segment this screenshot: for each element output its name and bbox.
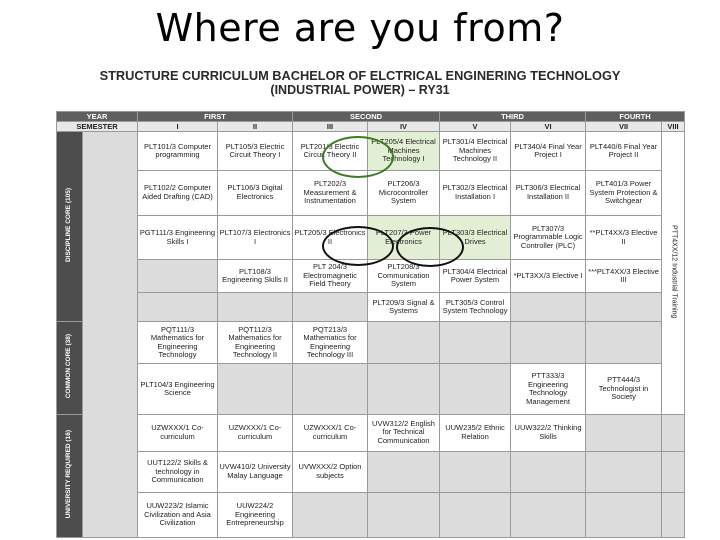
table-row — [57, 170, 685, 215]
course-cell: PQT112/3 Mathematics for Engineering Technology II — [218, 322, 293, 364]
course-cell: PLT205/4 Electrical Machines Technology I — [368, 132, 440, 171]
course-cell: PLT205/3 Electronics II — [293, 215, 368, 260]
category-discipline-core: DISCIPLINE CORE (105) — [57, 132, 83, 322]
course-cell: PLT305/3 Control System Technology — [440, 292, 511, 321]
course-cell: *PLT3XX/3 Elective I — [511, 260, 586, 293]
year-label: YEAR — [57, 112, 138, 122]
course-cell: PLT101/3 Computer programming — [138, 132, 218, 171]
document-title-line-1: STRUCTURE CURRICULUM BACHELOR OF ELCTRICAL ENGINERING TECHNOLOGY — [99, 68, 621, 83]
course-cell: UUW224/2 Engineering Entrepreneurship — [218, 493, 293, 538]
course-cell: ***PLT4XX/3 Elective III — [586, 260, 662, 293]
course-cell: PTT333/3 Engineering Technology Management — [511, 364, 586, 415]
course-cell: PLT209/3 Signal & Systems — [368, 292, 440, 321]
empty-cell — [440, 322, 511, 364]
table-row — [57, 322, 685, 364]
empty-cell — [662, 493, 685, 538]
course-cell: UUW223/2 Islamic Civilization and Asia Civilization — [138, 493, 218, 538]
course-cell: PTT444/3 Technologist in Society — [586, 364, 662, 415]
empty-cell — [662, 451, 685, 493]
year-third: THIRD — [440, 112, 586, 122]
empty-cell — [138, 292, 218, 321]
year-second: SECOND — [293, 112, 440, 122]
year-first: FIRST — [138, 112, 293, 122]
semester-3: III — [293, 122, 368, 132]
empty-cell — [368, 493, 440, 538]
course-cell: PGT111/3 Engineering Skills I — [138, 215, 218, 260]
course-cell: PLT302/3 Electrical Installation I — [440, 170, 511, 215]
table-row — [57, 215, 685, 260]
course-cell: PLT106/3 Digital Electronics — [218, 170, 293, 215]
empty-cell — [511, 292, 586, 321]
course-cell: PLT440/6 Final Year Project II — [586, 132, 662, 171]
course-cell: PLT104/3 Engineering Science — [138, 364, 218, 415]
course-cell: PLT303/3 Electrical Drives — [440, 215, 511, 260]
empty-cell — [586, 493, 662, 538]
course-cell: PLT107/3 Electronics I — [218, 215, 293, 260]
course-cell: PLT304/4 Electrical Power System — [440, 260, 511, 293]
table-row — [57, 451, 685, 493]
empty-cell — [440, 364, 511, 415]
table-row — [57, 260, 685, 293]
year-header-row — [57, 112, 685, 122]
semester-4: IV — [368, 122, 440, 132]
table-row — [57, 414, 685, 451]
year-fourth: FOURTH — [586, 112, 685, 122]
semester-1: I — [138, 122, 218, 132]
empty-cell — [293, 292, 368, 321]
table-row — [57, 364, 685, 415]
empty-cell — [511, 493, 586, 538]
semester-7: VII — [586, 122, 662, 132]
course-cell: UUT122/2 Skills & technology in Communication — [138, 451, 218, 493]
course-cell: UUW322/2 Thinking Skills — [511, 414, 586, 451]
course-cell: UZWXXX/1 Co-curriculum — [293, 414, 368, 451]
table-row — [57, 132, 685, 171]
empty-cell — [368, 322, 440, 364]
semester-header-row — [57, 122, 685, 132]
course-cell: UUW235/2 Ethnic Relation — [440, 414, 511, 451]
table-row — [57, 493, 685, 538]
course-cell: PLT102/2 Computer Aided Drafting (CAD) — [138, 170, 218, 215]
empty-cell — [138, 260, 218, 293]
course-cell: PLT202/3 Measurement & Instrumentation — [293, 170, 368, 215]
course-cell: UVW410/2 University Malay Language — [218, 451, 293, 493]
empty-cell — [440, 493, 511, 538]
category-university-required: UNIVERSITY REQUIRED (16) — [57, 414, 83, 537]
course-cell: UZWXXX/1 Co-curriculum — [138, 414, 218, 451]
empty-cell — [368, 364, 440, 415]
table-row — [57, 292, 685, 321]
course-cell: PQT213/3 Mathematics for Engineering Technology III — [293, 322, 368, 364]
empty-cell — [586, 414, 662, 451]
course-cell: UVW312/2 English for Technical Communication — [368, 414, 440, 451]
course-cell: UZWXXX/1 Co-curriculum — [218, 414, 293, 451]
empty-cell — [586, 451, 662, 493]
semester-6: VI — [511, 122, 586, 132]
category-common-core: COMMON CORE (38) — [57, 322, 83, 415]
course-cell: PLT 204/3 Electromagnetic Field Theory — [293, 260, 368, 293]
slide-title: Where are you from? — [155, 6, 565, 50]
semester-5: V — [440, 122, 511, 132]
empty-cell — [511, 322, 586, 364]
course-cell: PLT306/3 Electrical Installation II — [511, 170, 586, 215]
course-cell: PLT105/3 Electric Circuit Theory I — [218, 132, 293, 171]
course-cell: PLT207/3 Power Electronics — [368, 215, 440, 260]
course-cell: PQT111/3 Mathematics for Engineering Technology — [138, 322, 218, 364]
empty-cell — [218, 364, 293, 415]
empty-cell — [368, 451, 440, 493]
course-cell: PLT201/3 Electric Circuit Theory II — [293, 132, 368, 171]
blank-column — [83, 132, 138, 538]
course-cell: **PLT4XX/3 Elective II — [586, 215, 662, 260]
course-cell: PLT108/3 Engineering Skills II — [218, 260, 293, 293]
document-title — [60, 68, 660, 98]
industrial-training: PTT4XX/12 Industrial Training — [662, 132, 685, 415]
course-cell: PLT208/3 Communication System — [368, 260, 440, 293]
course-cell: PLT301/4 Electrical Machines Technology II — [440, 132, 511, 171]
course-cell: PLT401/3 Power System Protection & Switchgear — [586, 170, 662, 215]
empty-cell — [440, 451, 511, 493]
course-cell: PLT206/3 Microcontroller System — [368, 170, 440, 215]
empty-cell — [511, 451, 586, 493]
empty-cell — [586, 292, 662, 321]
empty-cell — [293, 493, 368, 538]
empty-cell — [218, 292, 293, 321]
document-title-line-2: (INDUSTRIAL POWER) – RY31 — [270, 83, 450, 97]
course-cell: PLT307/3 Programmable Logic Controller (PLC) — [511, 215, 586, 260]
curriculum-table — [56, 111, 685, 538]
semester-8: VIII — [662, 122, 685, 132]
course-cell: PLT340/4 Final Year Project I — [511, 132, 586, 171]
empty-cell — [662, 414, 685, 451]
course-cell: UVWXXX/2 Option subjects — [293, 451, 368, 493]
empty-cell — [586, 322, 662, 364]
empty-cell — [293, 364, 368, 415]
semester-2: II — [218, 122, 293, 132]
semester-label: SEMESTER — [57, 122, 138, 132]
